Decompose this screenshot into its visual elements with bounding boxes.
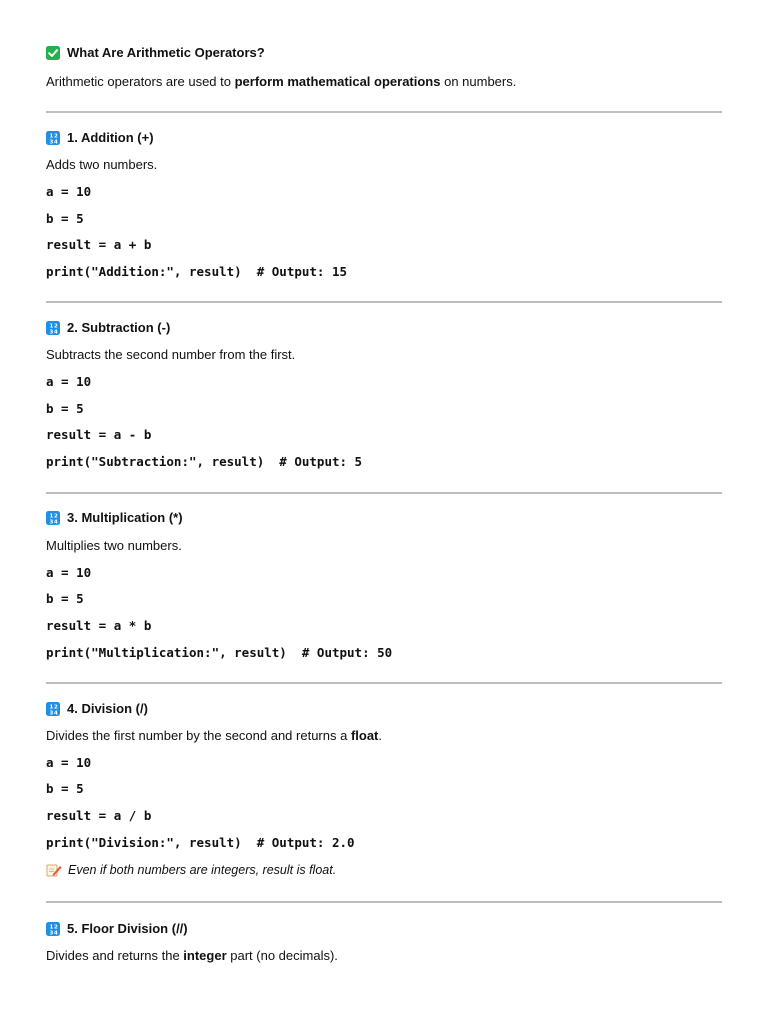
svg-text:2: 2: [54, 923, 58, 930]
svg-text:2: 2: [54, 512, 58, 519]
code-line: print("Subtraction:", result) # Output: 5: [46, 454, 363, 469]
section-title: 4. Division (/): [67, 701, 148, 716]
code-line: print("Division:", result) # Output: 2.0: [46, 835, 355, 850]
intro-title: What Are Arithmetic Operators?: [67, 45, 265, 60]
section-title: 5. Floor Division (//): [67, 921, 188, 936]
svg-text:2: 2: [54, 703, 58, 710]
svg-text:1: 1: [49, 923, 54, 930]
svg-text:3: 3: [49, 518, 54, 525]
desc-text: Divides and returns the: [46, 948, 184, 963]
section-description: Adds two numbers.: [46, 157, 158, 172]
numbers-keycap-icon: [46, 702, 60, 716]
code-line: b = 5: [46, 591, 84, 606]
code-line: a = 10: [46, 374, 92, 389]
section-title: 2. Subtraction (-): [67, 320, 171, 335]
divider: [46, 301, 722, 303]
intro-desc-text: Arithmetic operators are used to: [46, 74, 235, 89]
code-line: print("Multiplication:", result) # Output: 50: [46, 645, 393, 660]
svg-text:1: 1: [49, 703, 54, 710]
intro-description: [46, 74, 516, 89]
numbers-keycap-icon: [46, 131, 60, 145]
section-addition-heading: [46, 130, 154, 145]
desc-tail: .: [378, 728, 383, 743]
svg-text:3: 3: [49, 138, 54, 145]
svg-text:1: 1: [49, 512, 54, 519]
svg-text:1: 1: [49, 322, 54, 329]
desc-text: Divides the first number by the second and returns a: [46, 728, 351, 743]
code-line: result = a / b: [46, 808, 152, 823]
section-floor-division-heading: [46, 921, 188, 936]
code-line: a = 10: [46, 184, 92, 199]
intro-desc-bold: perform mathematical operations: [234, 74, 441, 89]
code-line: print("Addition:", result) # Output: 15: [46, 264, 348, 279]
section-division-heading: [46, 701, 148, 716]
divider: [46, 492, 722, 494]
section-description: Subtracts the second number from the first.: [46, 347, 296, 362]
section-title: 1. Addition (+): [67, 130, 154, 145]
section-description: Multiplies two numbers.: [46, 538, 182, 553]
section-multiplication-heading: [46, 510, 183, 525]
desc-bold: float: [350, 728, 379, 743]
intro-heading: [46, 45, 265, 60]
code-line: result = a - b: [46, 427, 152, 442]
svg-text:4: 4: [54, 518, 58, 525]
svg-text:2: 2: [54, 132, 58, 139]
code-line: result = a + b: [46, 237, 152, 252]
memo-pencil-icon: [46, 863, 62, 877]
divider: [46, 111, 722, 113]
code-line: result = a * b: [46, 618, 152, 633]
svg-text:4: 4: [54, 929, 58, 936]
code-line: a = 10: [46, 755, 92, 770]
section-description: [46, 728, 382, 743]
section-subtraction-heading: [46, 320, 170, 335]
divider: [46, 901, 722, 903]
section-description: [46, 948, 338, 963]
section-title: 3. Multiplication (*): [67, 510, 183, 525]
code-line: b = 5: [46, 211, 84, 226]
numbers-keycap-icon: [46, 321, 60, 335]
desc-tail: part (no decimals).: [226, 948, 338, 963]
division-note: [46, 863, 336, 877]
check-mark-icon: [46, 46, 60, 60]
svg-text:3: 3: [49, 709, 54, 716]
svg-text:1: 1: [49, 132, 54, 139]
svg-text:3: 3: [49, 929, 54, 936]
note-text: Even if both numbers are integers, result is float.: [68, 863, 337, 877]
intro-desc-tail: on numbers.: [440, 74, 517, 89]
code-line: b = 5: [46, 781, 84, 796]
code-line: a = 10: [46, 565, 92, 580]
numbers-keycap-icon: [46, 511, 60, 525]
svg-text:4: 4: [54, 138, 58, 145]
code-line: b = 5: [46, 401, 84, 416]
svg-text:4: 4: [54, 328, 58, 335]
svg-text:2: 2: [54, 322, 58, 329]
desc-bold: integer: [183, 948, 227, 963]
numbers-keycap-icon: [46, 922, 60, 936]
divider: [46, 682, 722, 684]
svg-text:4: 4: [54, 709, 58, 716]
svg-text:3: 3: [49, 328, 54, 335]
